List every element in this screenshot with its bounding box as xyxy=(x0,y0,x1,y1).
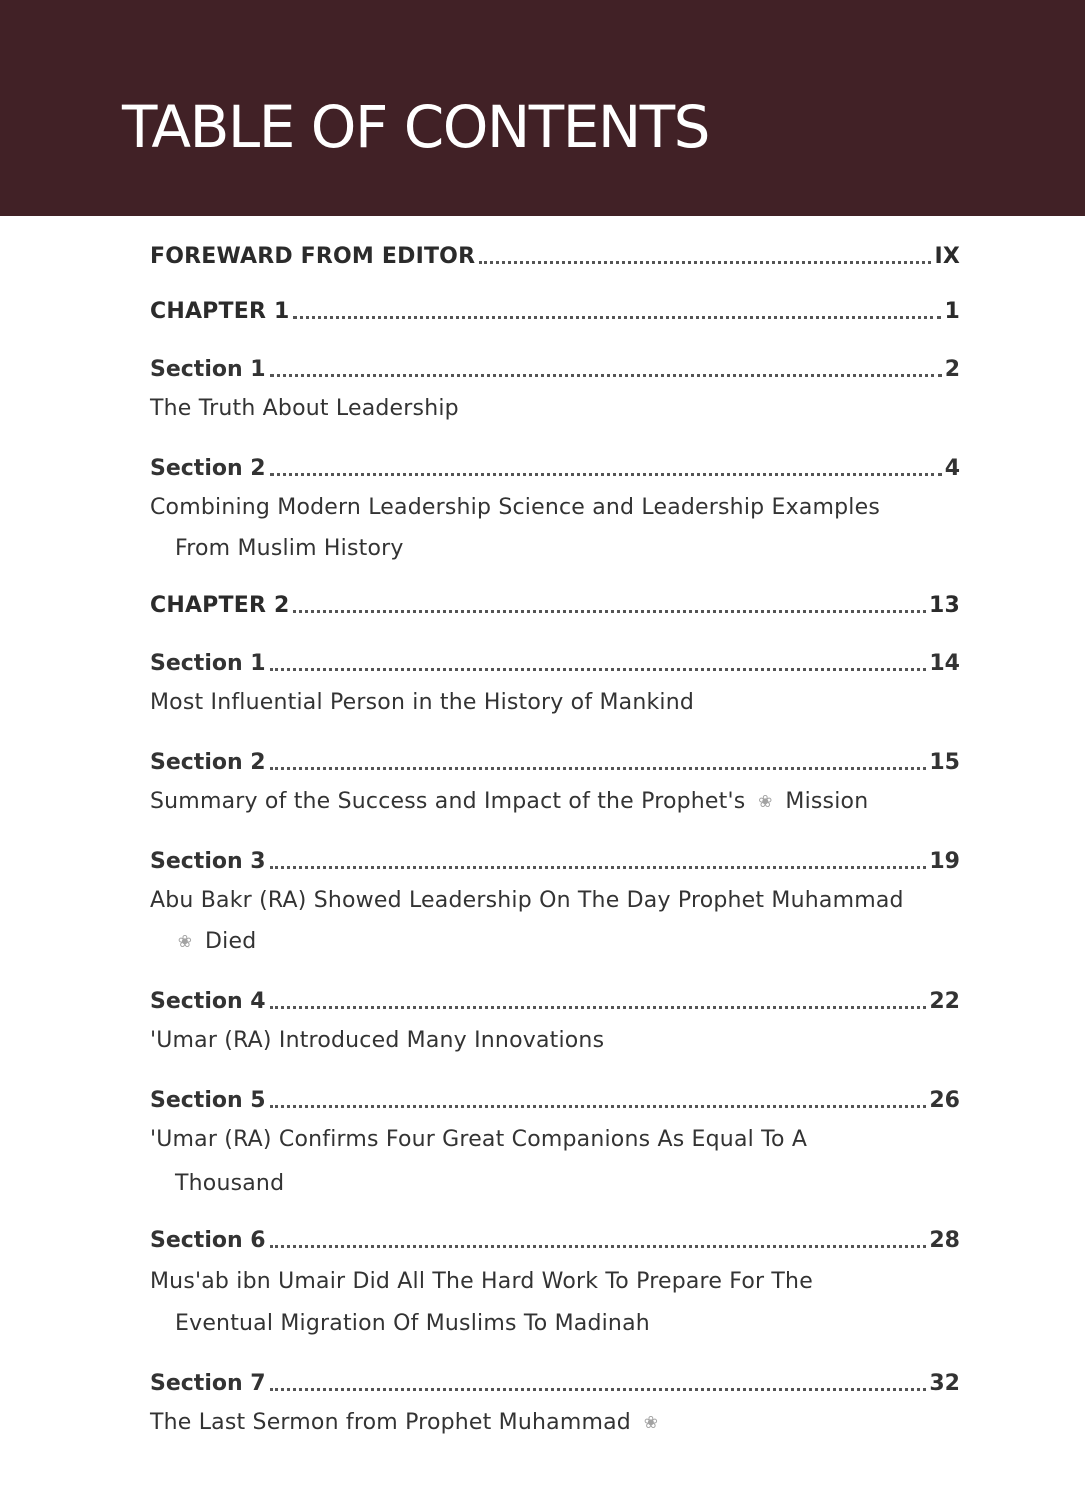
toc-page-number: 1 xyxy=(944,299,960,324)
dot-leader xyxy=(270,473,942,476)
toc-entry-ch2-section-6[interactable] xyxy=(150,1221,960,1255)
toc-page-number: 14 xyxy=(929,651,960,676)
dot-leader xyxy=(270,1245,927,1248)
toc-entry-label: Section 2 xyxy=(150,456,266,481)
dot-leader xyxy=(270,767,927,770)
toc-entry-ch1-section-1[interactable] xyxy=(150,350,960,384)
toc-page-number: 22 xyxy=(929,989,960,1014)
toc-entry-label: Section 5 xyxy=(150,1088,266,1113)
toc-entry-chapter-1[interactable] xyxy=(150,292,960,326)
toc-section-title-text: Summary of the Success and Impact of the Prophet's xyxy=(150,789,746,814)
toc-entry-ch2-section-5[interactable] xyxy=(150,1081,960,1115)
pbuh-calligraphy-icon: ❀ xyxy=(758,792,773,812)
toc-entry-label: FOREWARD FROM EDITOR xyxy=(150,244,476,269)
toc-entry-label: Section 3 xyxy=(150,849,266,874)
toc-page-number: 26 xyxy=(929,1088,960,1113)
toc-entry-label: CHAPTER 1 xyxy=(150,299,290,324)
toc-section-title-continued xyxy=(175,928,965,956)
dot-leader xyxy=(270,866,927,869)
toc-entry-label: Section 1 xyxy=(150,357,266,382)
toc-entry-label: Section 7 xyxy=(150,1371,266,1396)
toc-page-number: 32 xyxy=(929,1371,960,1396)
dot-leader xyxy=(270,1388,927,1391)
toc-section-title: Abu Bakr (RA) Showed Leadership On The Day Prophet Muhammad xyxy=(150,888,904,913)
toc-page-number: 4 xyxy=(944,456,960,481)
toc-section-title-continued: Thousand xyxy=(175,1171,285,1196)
dot-leader xyxy=(270,1006,927,1009)
toc-section-title: Most Influential Person in the History of Mankind xyxy=(150,690,695,715)
toc-page-number: 28 xyxy=(929,1228,960,1253)
dot-leader xyxy=(270,374,942,377)
dot-leader xyxy=(293,316,941,319)
page-title: TABLE OF CONTENTS xyxy=(122,93,709,161)
toc-entry-ch2-section-3[interactable] xyxy=(150,842,960,876)
toc-entry-ch2-section-2[interactable] xyxy=(150,743,960,777)
toc-entry-ch1-section-2[interactable] xyxy=(150,449,960,483)
toc-section-title xyxy=(150,1409,940,1437)
toc-entry-label: CHAPTER 2 xyxy=(150,593,290,618)
dot-leader xyxy=(293,610,926,613)
toc-page-number: 19 xyxy=(929,849,960,874)
toc-page-number: 15 xyxy=(929,750,960,775)
toc-entry-ch2-section-7[interactable] xyxy=(150,1364,960,1398)
toc-entry-label: Section 1 xyxy=(150,651,266,676)
toc-page-number: 2 xyxy=(944,357,960,382)
toc-entry-label: Section 6 xyxy=(150,1228,266,1253)
toc-entry-foreward[interactable] xyxy=(150,237,960,271)
toc-section-title-text: The Last Sermon from Prophet Muhammad xyxy=(150,1410,631,1435)
toc-entry-label: Section 4 xyxy=(150,989,266,1014)
toc-entry-ch2-section-4[interactable] xyxy=(150,982,960,1016)
toc-page-number: IX xyxy=(934,244,960,269)
toc-section-title: Mus'ab ibn Umair Did All The Hard Work To Prepare For The xyxy=(150,1269,813,1294)
toc-section-title xyxy=(150,788,940,816)
toc-section-title-continued: Eventual Migration Of Muslims To Madinah xyxy=(175,1311,650,1336)
toc-section-title-continued: From Muslim History xyxy=(175,536,404,561)
toc-section-title: Combining Modern Leadership Science and Leadership Examples xyxy=(150,495,881,520)
dot-leader xyxy=(270,668,927,671)
toc-entry-label: Section 2 xyxy=(150,750,266,775)
dot-leader xyxy=(270,1105,927,1108)
pbuh-calligraphy-icon: ❀ xyxy=(643,1413,659,1433)
toc-entry-ch2-section-1[interactable] xyxy=(150,644,960,678)
toc-page-number: 13 xyxy=(928,593,960,618)
toc-entry-chapter-2[interactable] xyxy=(150,586,960,620)
toc-section-title-text: Died xyxy=(205,929,257,954)
toc-section-title: 'Umar (RA) Introduced Many Innovations xyxy=(150,1028,605,1053)
dot-leader xyxy=(479,261,931,264)
toc-section-title: The Truth About Leadership xyxy=(150,396,459,421)
pbuh-calligraphy-icon: ❀ xyxy=(177,932,193,952)
toc-section-title-text: Mission xyxy=(785,789,869,814)
toc-section-title: 'Umar (RA) Confirms Four Great Companions As Equal To A xyxy=(150,1127,808,1152)
